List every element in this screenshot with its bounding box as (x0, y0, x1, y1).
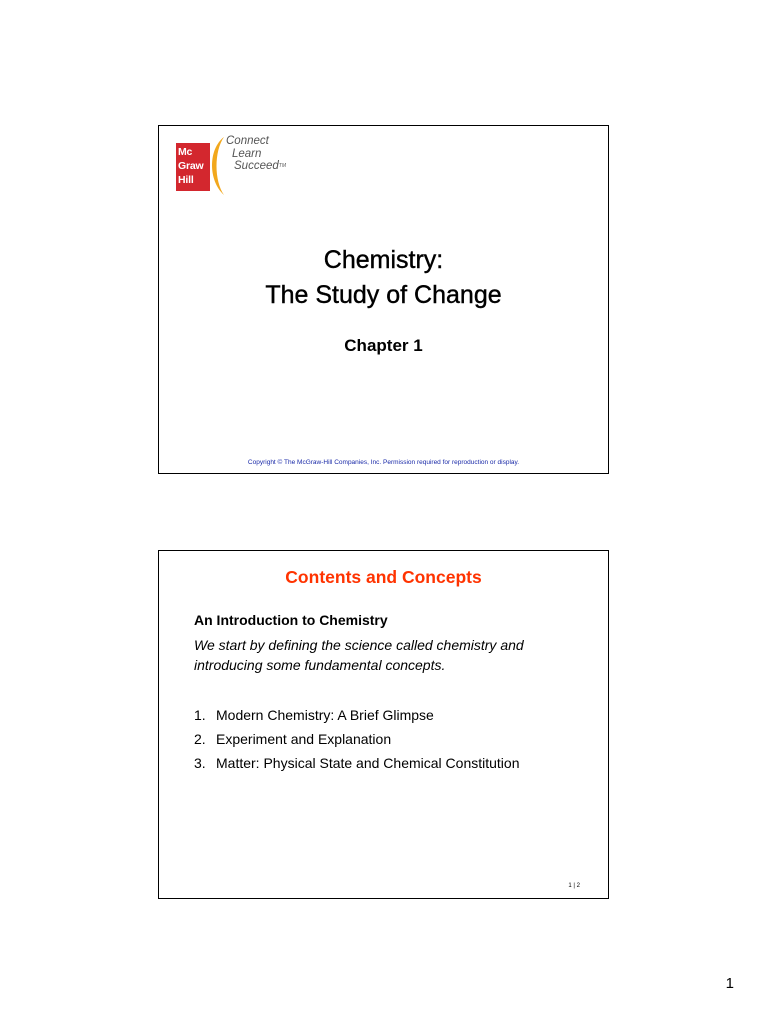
slide-number: 1 | 2 (568, 883, 580, 889)
section-description: We start by defining the science called chemistry and introducing some fundamental concepts. (194, 637, 524, 673)
list-item (194, 751, 519, 775)
trademark-mark: TM (278, 163, 286, 169)
list-item (194, 703, 519, 727)
logo-tagline-line (226, 160, 286, 173)
list-item-text: Experiment and Explanation (216, 731, 392, 747)
page-number: 1 (725, 975, 734, 992)
logo-tagline-line: Learn (232, 147, 262, 160)
list-item-text: Matter: Physical State and Chemical Constitution (216, 755, 520, 771)
logo-tagline (226, 135, 286, 173)
title-line-1: Chemistry: (323, 246, 444, 274)
list-item-number: 3. (194, 755, 206, 771)
title-line-2: The Study of Change (265, 281, 502, 309)
logo-tagline-line: Connect (226, 135, 269, 147)
slide-contents (158, 550, 609, 899)
slide-title (158, 125, 609, 474)
slide-contents-title: Contents and Concepts (285, 567, 482, 587)
logo-box (176, 143, 210, 191)
logo-box-line: Mc (178, 146, 193, 158)
list-item-number: 2. (194, 731, 206, 747)
section-heading: An Introduction to Chemistry (194, 612, 388, 628)
list-item (194, 727, 519, 751)
logo-tagline-word: Succeed (234, 160, 279, 172)
slide-main-title (159, 243, 608, 313)
logo-box-line: Graw (178, 160, 204, 172)
list-item-text: Modern Chemistry: A Brief Glimpse (216, 707, 434, 723)
contents-list (194, 703, 519, 775)
list-item-number: 1. (194, 707, 206, 723)
chapter-label: Chapter 1 (344, 336, 423, 355)
mcgraw-hill-logo (176, 135, 296, 195)
logo-box-line: Hill (178, 174, 194, 186)
copyright-notice: Copyright © The McGraw-Hill Companies, Inc. Permission required for reproduction or display. (247, 459, 520, 466)
